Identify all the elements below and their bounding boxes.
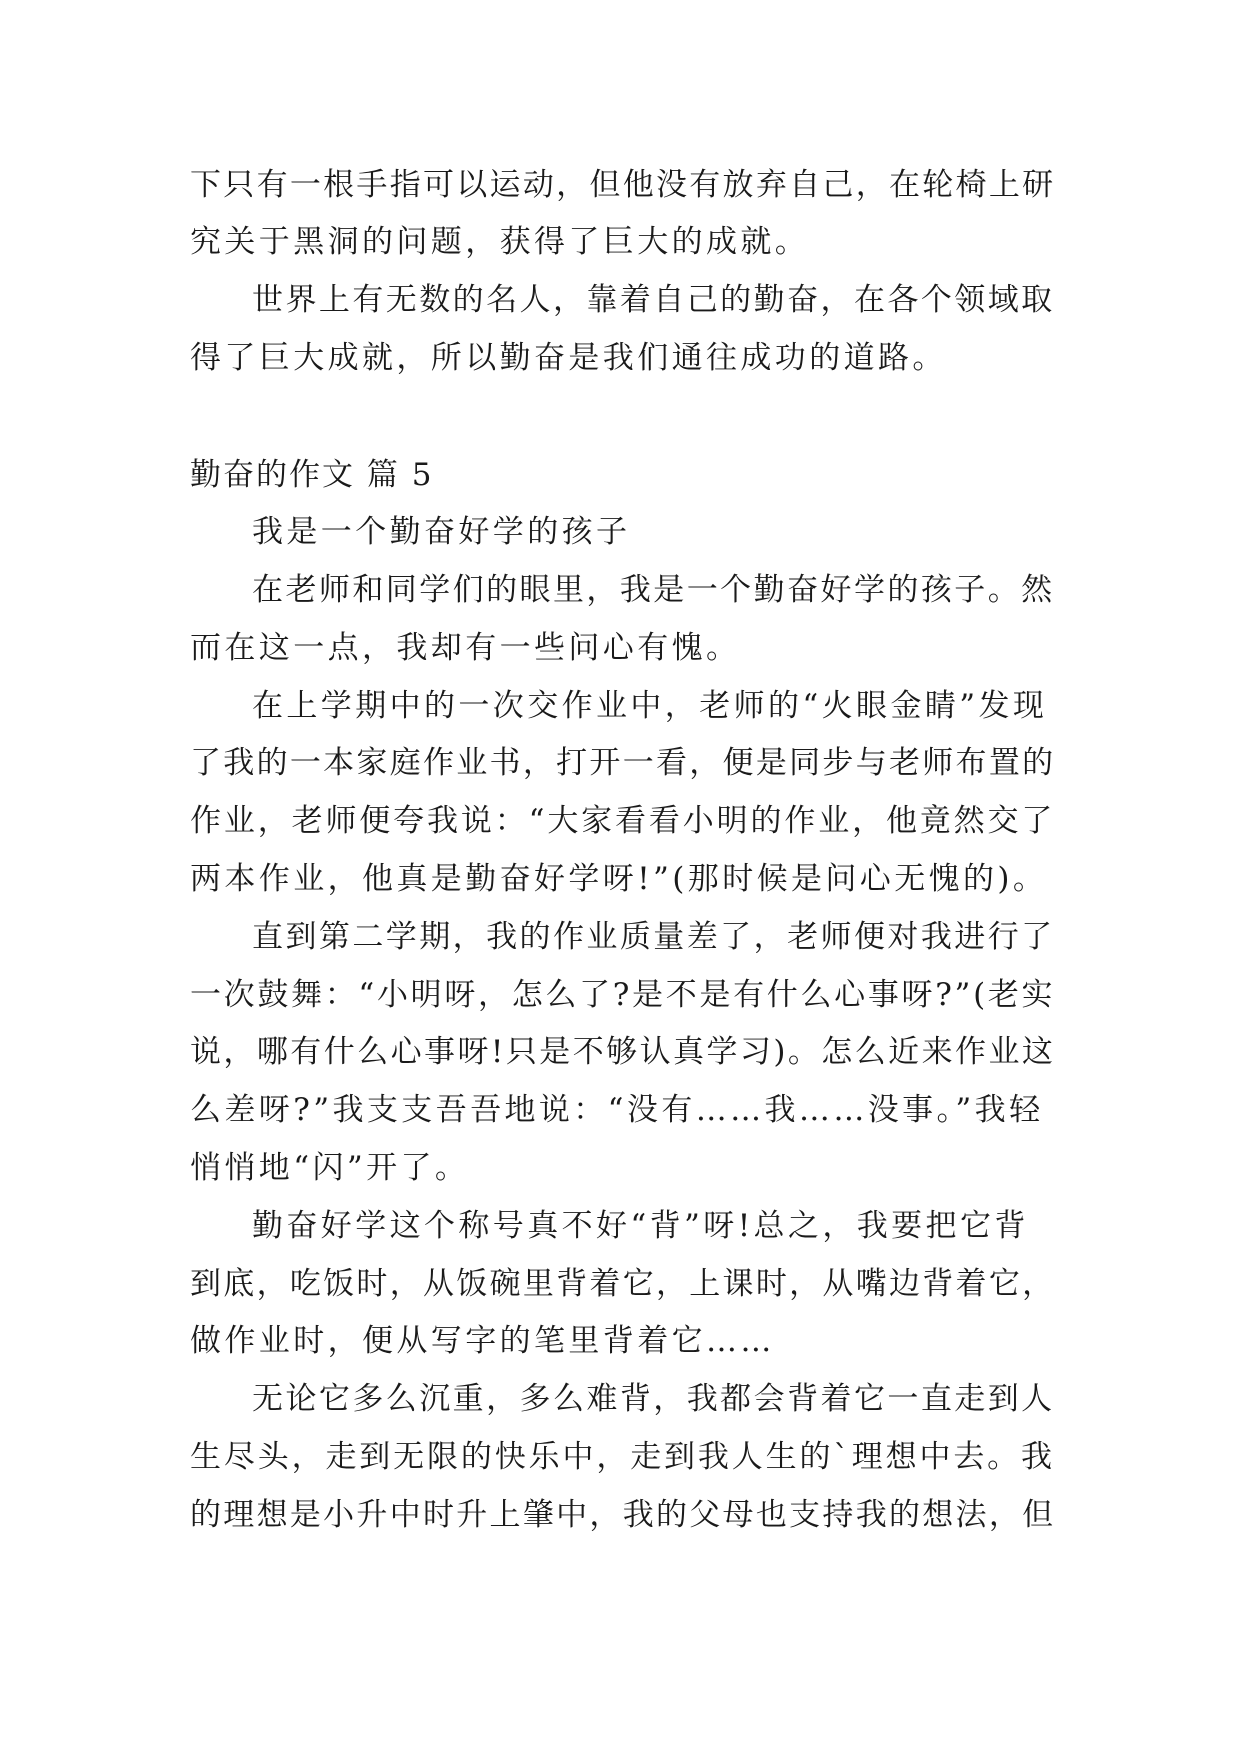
text-line: 做作业时，便从写字的笔里背着它……: [190, 1323, 775, 1359]
text-line: 了我的一本家庭作业书，打开一看，便是同步与老师布置的: [190, 745, 1056, 781]
text-line: 作业，老师便夸我说：“大家看看小明的作业，他竟然交了: [190, 803, 1056, 839]
text-line: 到底，吃饭时，从饭碗里背着它，上课时，从嘴边背着它，: [190, 1266, 1056, 1302]
text-line: 生尽头，走到无限的快乐中，走到我人生的`理想中去。我: [190, 1439, 1055, 1475]
paragraph-first-line: 在上学期中的一次交作业中，老师的“火眼金睛”发现: [252, 688, 1048, 724]
text-line: 说，哪有什么心事呀!只是不够认真学习)。怎么近来作业这: [190, 1034, 1056, 1070]
paragraph-first-line: 世界上有无数的名人，靠着自己的勤奋，在各个领域取: [252, 282, 1055, 318]
text-line: 下只有一根手指可以运动，但他没有放弃自己，在轮椅上研: [190, 167, 1056, 203]
text-line: 而在这一点，我却有一些问心有愧。: [190, 630, 741, 666]
text-line: 悄悄地“闪”开了。: [190, 1150, 470, 1186]
section-heading: 勤奋的作文 篇 5: [190, 457, 434, 493]
text-line: 究关于黑洞的问题，获得了巨大的成就。: [190, 224, 810, 260]
text-line: 两本作业，他真是勤奋好学呀!”(那时候是问心无愧的)。: [190, 861, 1048, 897]
text-line: 的理想是小升中时升上肇中，我的父母也支持我的想法，但: [190, 1497, 1056, 1533]
text-line: 得了巨大成就，所以勤奋是我们通往成功的道路。: [190, 340, 947, 376]
text-line: 么差呀?”我支支吾吾地说：“没有……我……没事。”我轻: [190, 1092, 1044, 1128]
paragraph-first-line: 勤奋好学这个称号真不好“背”呀!总之，我要把它背: [252, 1208, 1029, 1244]
paragraph-first-line: 直到第二学期，我的作业质量差了，老师便对我进行了: [252, 919, 1055, 955]
paragraph-first-line: 在老师和同学们的眼里，我是一个勤奋好学的孩子。然: [252, 572, 1055, 608]
text-line: 一次鼓舞：“小明呀，怎么了?是不是有什么心事呀?”(老实: [190, 977, 1056, 1013]
paragraph-first-line: 无论它多么沉重，多么难背，我都会背着它一直走到人: [252, 1381, 1055, 1417]
essay-title: 我是一个勤奋好学的孩子: [252, 514, 631, 550]
